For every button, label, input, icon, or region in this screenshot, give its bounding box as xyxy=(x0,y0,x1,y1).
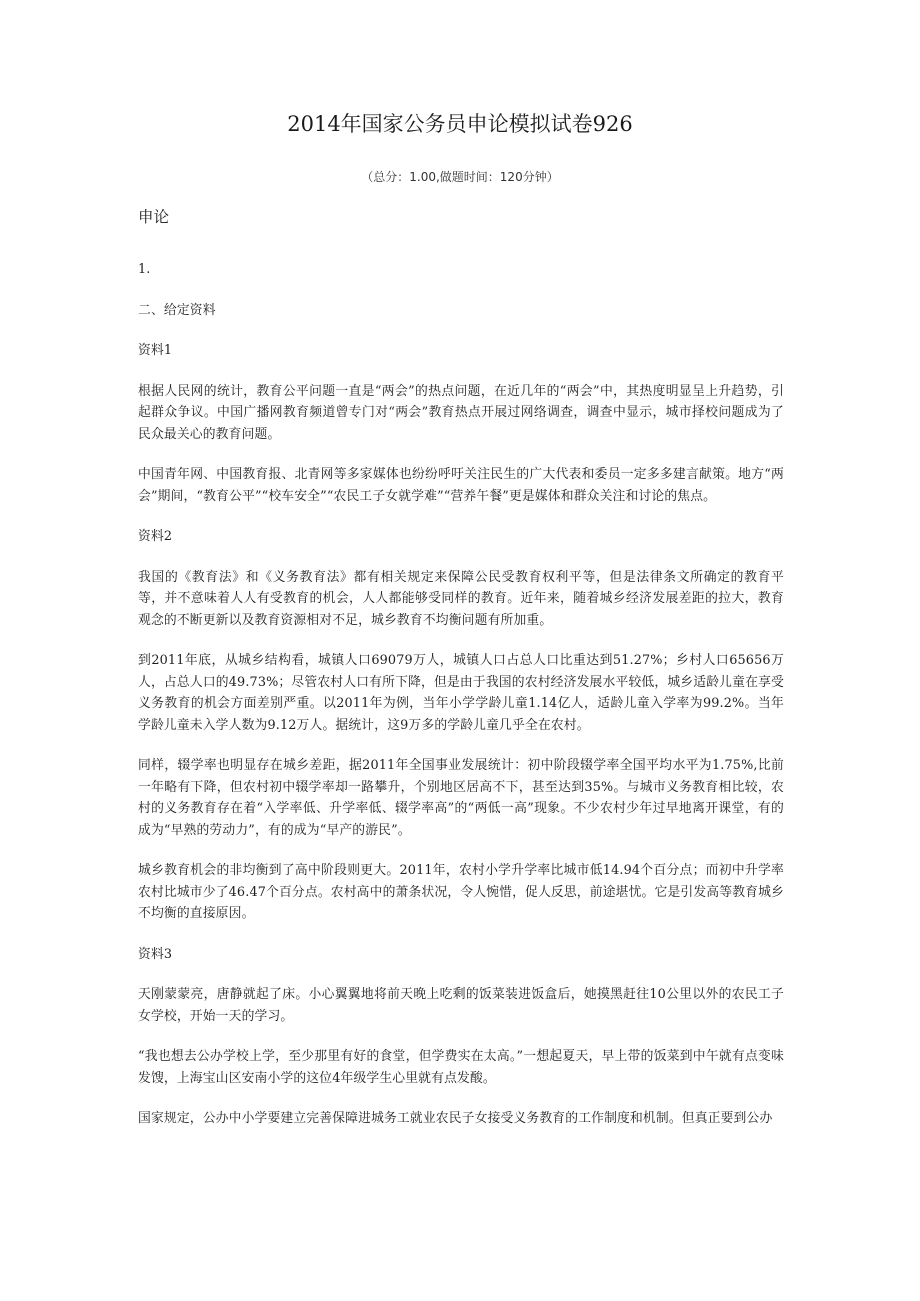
paragraph: 中国青年网、中国教育报、北青网等多家媒体也纷纷呼吁关注民生的广大代表和委员一定多多建言献策。地方“两会”期间，“教育公平”“校车安全”“农民工子女就学难”“营养午餐”更是媒体和群众关注和讨论的焦点。 xyxy=(138,467,784,504)
question-number: 1. xyxy=(138,262,151,277)
paragraph: 城乡教育机会的非均衡到了高中阶段则更大。2011年，农村小学升学率比城市低14.94个百分点；而初中升学率农村比城市少了46.47个百分点。农村高中的萧条状况，令人惋惜，促人反思，前途堪忧。它是引发高等教育城乡不均衡的直接原因。 xyxy=(138,863,784,921)
part-heading: 二、给定资料 xyxy=(138,302,216,318)
document-body xyxy=(138,259,784,1149)
paragraph: 根据人民网的统计，教育公平问题一直是“两会”的热点问题，在近几年的“两会”中，其热度明显呈上升趋势，引起群众争议。中国广播网教育频道曾专门对“两会”教育热点开展过网络调查，调查中显示，城市择校问题成为了民众最关心的教育问题。 xyxy=(138,383,784,442)
exam-info: （总分：1.00,做题时间：120分钟） xyxy=(361,170,559,184)
paragraph: 我国的《教育法》和《义务教育法》都有相关规定来保障公民受教育权利平等，但是法律条文所确定的教育平等，并不意味着人人有受教育的机会，人人都能够受同样的教育。近年来，随着城乡经济发展差距的拉大，教育观念的不断更新以及教育资源相对不足，城乡教育不均衡问题有所加重。 xyxy=(138,569,784,628)
paragraph: “我也想去公办学校上学，至少那里有好的食堂，但学费实在太高。”一想起夏天，早上带的饭菜到中午就有点变味发馊，上海宝山区安南小学的这位4年级学生心里就有点发酸。 xyxy=(138,1049,784,1086)
material-label: 资料1 xyxy=(138,343,173,358)
paragraph: 天刚蒙蒙亮，唐静就起了床。小心翼翼地将前天晚上吃剩的饭菜装进饭盒后，她摸黑赶往10公里以外的农民工子女学校，开始一天的学习。 xyxy=(138,987,784,1024)
material-label: 资料3 xyxy=(138,946,173,962)
page-title: 2014年国家公务员申论模拟试卷926 xyxy=(287,112,633,136)
section-heading: 申论 xyxy=(138,208,170,226)
material-label: 资料2 xyxy=(138,529,173,544)
paragraph: 到2011年底，从城乡结构看，城镇人口69079万人，城镇人口占总人口比重达到51.27%；乡村人口65656万人，占总人口的49.73%；尽管农村人口有所下降，但是由于我国的农村经济发展水平较低，城乡适龄儿童在享受义务教育的机会方面差别严重。以2011年为例，当年小学学龄儿童1.14亿人，适龄儿童入学率为99.2%。当年学龄儿童未入学人数为9.12万人。据统计，这9万多的学龄儿童几乎全在农村。 xyxy=(138,653,784,733)
paragraph: 国家规定，公办中小学要建立完善保障进城务工就业农民子女接受义务教育的工作制度和机制。但真正要到公办 xyxy=(138,1111,773,1126)
paragraph: 同样，辍学率也明显存在城乡差距，据2011年全国事业发展统计：初中阶段辍学率全国平均水平为1.75%,比前一年略有下降，但农村初中辍学率却一路攀升，个别地区居高不下，甚至达到35%。与城市义务教育相比较，农村的义务教育存在着“入学率低、升学率低、辍学率高”的“两低一高”现象。不少农村少年过早地离开课堂，有的成为“早熟的劳动力”，有的成为“早产的游民”。 xyxy=(138,758,784,838)
